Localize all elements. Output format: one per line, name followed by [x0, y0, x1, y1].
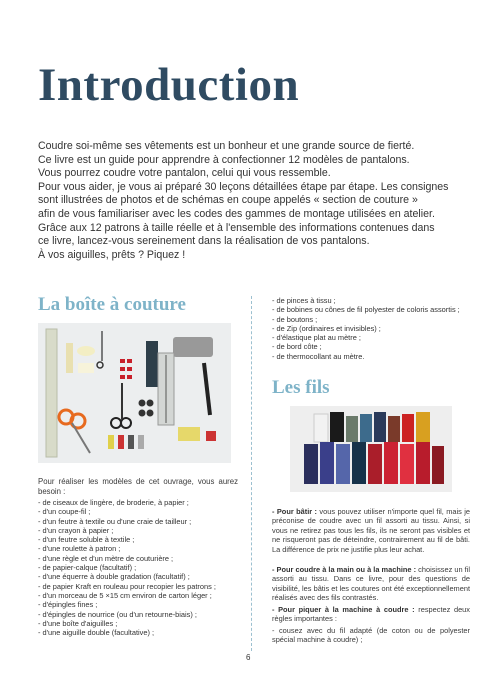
sewing-tools-photo [38, 323, 231, 463]
list-item: - d'un feutre à textile ou d'une craie de tailleur ; [38, 516, 192, 526]
intro-line: Pour vous aider, je vous ai préparé 30 leçons détaillées étape par étape. Les consignes [38, 180, 449, 193]
sewing-box-list-continued [272, 296, 460, 361]
threads-machine-paragraph [272, 605, 470, 624]
sewing-box-list [38, 498, 216, 637]
sewing-box-intro: Pour réaliser les modèles de cet ouvrage, vous aurez besoin : [38, 477, 238, 496]
list-item: - d'une aiguille double (facultative) ; [38, 628, 155, 638]
list-item: - de boutons ; [272, 314, 318, 324]
threads-heading: Les fils [272, 377, 330, 398]
intro-line: sont illustrées de photos et de schémas en coupe appelés « section de couture » [38, 194, 418, 207]
list-item: - de papier-calque (facultatif) ; [38, 563, 137, 573]
list-item: - d'une règle et d'un mètre de couturière ; [38, 553, 174, 563]
threads-rule-item: - cousez avec du fil adapté (de coton ou de polyester spécial machine à coudre) ; [272, 626, 470, 645]
list-item: - de ciseaux de lingère, de broderie, à papier ; [38, 498, 189, 507]
list-item: - de bord côte ; [272, 342, 322, 352]
threads-sewing-text: choisissez un fil assorti au tissu. Dans ce livre, pour des questions de visibilité, les bâtis et les coutures ont été exceptionnellement réalisés avec des fils contrastés. [272, 565, 471, 603]
list-item: - d'élastique plat au mètre ; [272, 333, 361, 343]
list-item: - d'un coupe-fil ; [38, 507, 91, 517]
list-item: - d'un feutre soluble à textile ; [38, 535, 135, 545]
intro-line: afin de vous familiariser avec les codes des gammes de montage utilisées en atelier. [38, 207, 435, 220]
list-item: - d'une boîte d'aiguilles ; [38, 618, 118, 628]
list-item: - d'épingles fines ; [38, 600, 98, 610]
sewing-box-heading: La boîte à couture [38, 294, 186, 315]
threads-basting-paragraph [272, 507, 470, 554]
threads-sewing-paragraph [272, 565, 470, 603]
page-number: 6 [246, 653, 251, 662]
intro-line: Coudre soi-même ses vêtements est un bonheur et une grande source de fierté. [38, 140, 415, 152]
intro-line: À vos aiguilles, prêts ? Piquez ! [38, 248, 186, 261]
list-item: - de Zip (ordinaires et invisibles) ; [272, 323, 381, 333]
threads-machine-text: respectez deux règles importantes : [272, 605, 470, 624]
column-divider [251, 296, 252, 651]
list-item: - de papier Kraft en rouleau pour recopier les patrons ; [38, 581, 216, 591]
page-title: Introduction [38, 59, 300, 111]
list-item: - d'une équerre à double gradation (facultatif) ; [38, 572, 190, 582]
thread-spools-photo [290, 406, 452, 492]
intro-text [38, 140, 478, 262]
list-item: - de bobines ou cônes de fil polyester de coloris assortis ; [272, 305, 460, 315]
list-item: - d'épingles de nourrice (ou d'un retourne-biais) ; [38, 609, 197, 619]
list-item: - d'un crayon à papier ; [38, 525, 114, 535]
threads-basting-label: - Pour bâtir : [272, 507, 318, 516]
list-item: - de thermocollant au mètre. [272, 351, 365, 361]
intro-line: Grâce aux 12 patrons à taille réelle et à l'ensemble des informations contenues dans [38, 221, 435, 234]
list-item: - de pinces à tissu ; [272, 296, 336, 305]
threads-sewing-label: - Pour coudre à la main ou à la machine : [272, 565, 417, 574]
list-item: - d'une roulette à patron ; [38, 544, 121, 554]
intro-line: Ce livre est un guide pour apprendre à confectionner 12 modèles de pantalons. [38, 153, 410, 166]
list-item: - d'un morceau de 5 ×15 cm environ de carton léger ; [38, 590, 212, 600]
intro-line: ce livre, lancez-vous sereinement dans la réalisation de vos pantalons. [38, 235, 370, 248]
threads-basting-text: vous pouvez utiliser n'importe quel fil, mais je préconise de coudre avec un fil assorti au tissu. Ainsi, si vous ne retirez pas tous les fils, ils ne seront pas visibles et ne risqueront pas de déteindre, contrairement au fil de bâti. La différence de prix ne justifie plus leur achat. [272, 507, 470, 554]
intro-line: Vous pourrez coudre votre pantalon, celui qui vous ressemble. [38, 167, 331, 180]
threads-machine-label: - Pour piquer à la machine à coudre : [272, 605, 415, 614]
